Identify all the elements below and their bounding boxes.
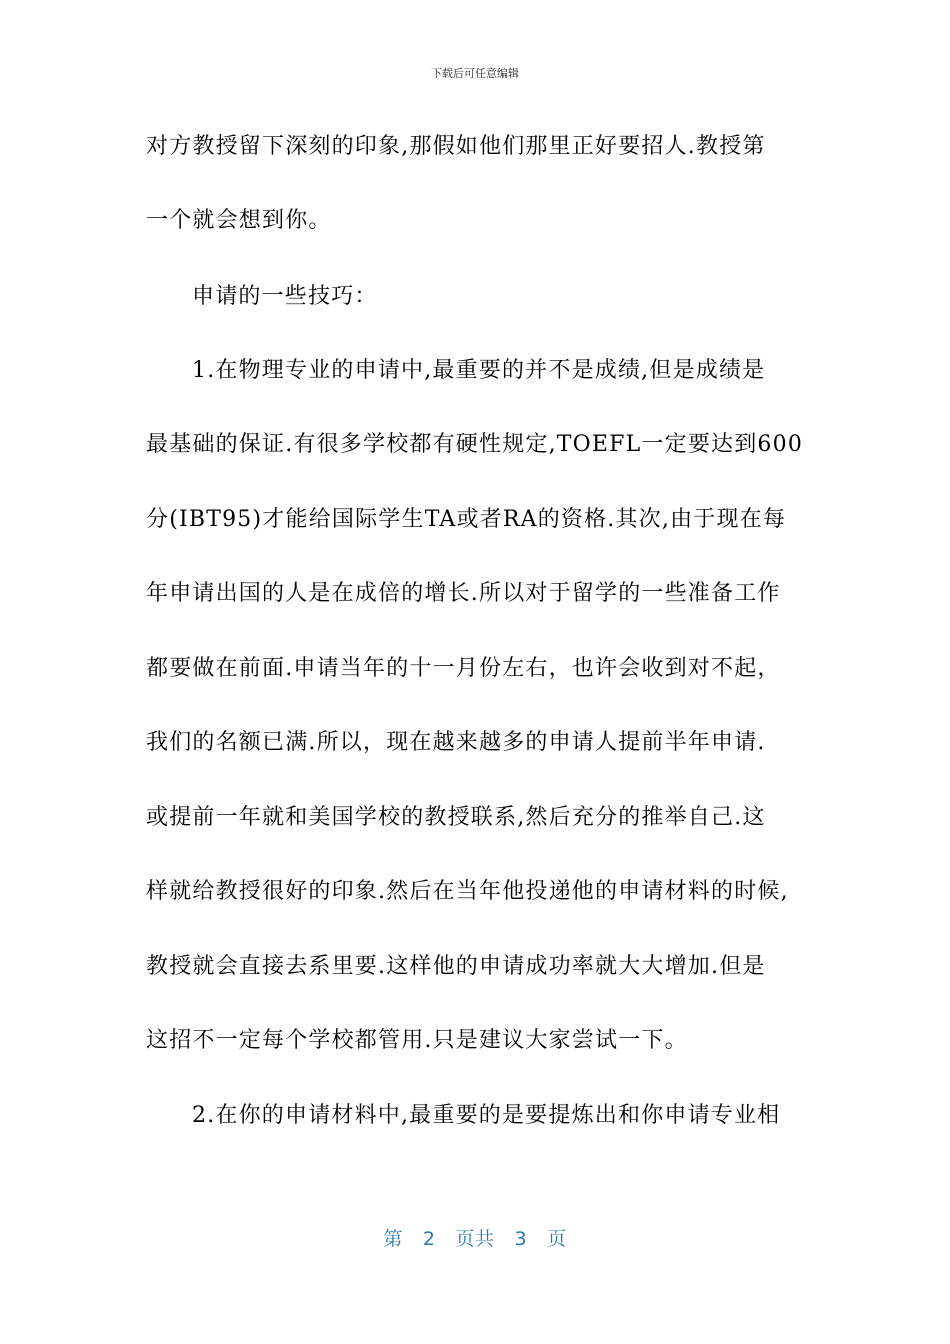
- section-heading: 申请的一些技巧：: [192, 284, 378, 309]
- text-line: 最基础的保证.有很多学校都有硬性规定,TOEFL一定要达到600: [146, 432, 804, 457]
- current-page-number: 2: [422, 1228, 436, 1250]
- text-line: 我们的名额已满.所以，现在越来越多的申请人提前半年申请.: [146, 730, 766, 755]
- header-note: 下载后可任意编辑: [431, 67, 519, 80]
- footer-suffix: 页: [547, 1228, 567, 1250]
- text-line: 这招不一定每个学校都管用.只是建议大家尝试一下。: [146, 1028, 688, 1053]
- text-line: 2.在你的申请材料中,最重要的是要提炼出和你申请专业相: [192, 1103, 781, 1128]
- total-pages-number: 3: [514, 1228, 528, 1250]
- text-line: 都要做在前面.申请当年的十一月份左右，也许会收到对不起，: [146, 656, 781, 681]
- text-line: 或提前一年就和美国学校的教授联系,然后充分的推举自己.这: [146, 805, 766, 830]
- text-line: 样就给教授很好的印象.然后在当年他投递他的申请材料的时候,: [146, 879, 789, 904]
- text-line: 对方教授留下深刻的印象,那假如他们那里正好要招人.教授第: [146, 134, 766, 159]
- text-line: 年申请出国的人是在成倍的增长.所以对于留学的一些准备工作: [146, 581, 781, 606]
- footer-middle: 页共: [455, 1228, 495, 1250]
- footer-prefix: 第: [383, 1228, 403, 1250]
- page-footer: [0, 1226, 950, 1252]
- text-line: 一个就会想到你。: [146, 208, 332, 233]
- text-line: 教授就会直接去系里要.这样他的申请成功率就大大增加.但是: [146, 954, 766, 979]
- text-line: 1.在物理专业的申请中,最重要的并不是成绩,但是成绩是: [192, 358, 766, 383]
- text-line: 分(IBT95)才能给国际学生TA或者RA的资格.其次,由于现在每: [146, 507, 787, 532]
